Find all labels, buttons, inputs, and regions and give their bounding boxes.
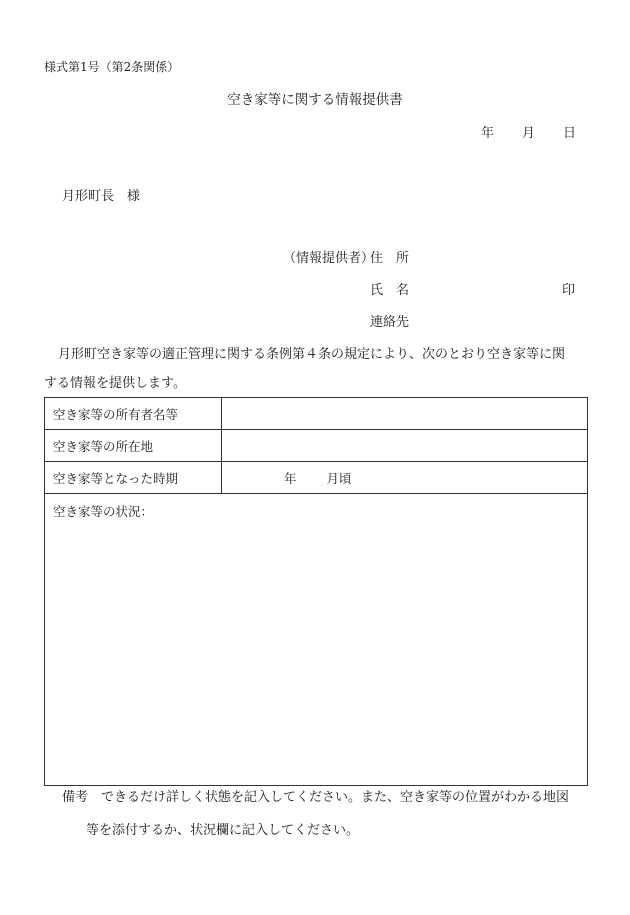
- provider-contact-label: 連絡先: [370, 315, 410, 330]
- owner-label: 空き家等の所有者名等: [45, 398, 222, 430]
- notes-line-2: 等を添付するか、状況欄に記入してください。: [86, 823, 360, 838]
- document-title: 空き家等に関する情報提供書: [227, 92, 403, 108]
- notes-label: 備考: [62, 790, 89, 805]
- table-row: [45, 494, 588, 786]
- intro-line-2: する情報を提供します。: [44, 376, 186, 391]
- notes-line-1: できるだけ詳しく状態を記入してください。また、空き家等の位置がわかる地図: [101, 790, 570, 805]
- intro-paragraph: [44, 340, 592, 398]
- period-label: 空き家等となった時期: [45, 462, 222, 494]
- location-field[interactable]: [222, 430, 588, 462]
- addressee: 月形町長 様: [62, 189, 141, 204]
- form-number: 様式第1号（第2条関係）: [44, 60, 180, 74]
- table-row: [45, 398, 588, 430]
- info-table: [44, 397, 588, 786]
- period-field[interactable]: [222, 462, 588, 494]
- provider-name-label: 氏 名: [370, 283, 410, 298]
- table-row: [45, 430, 588, 462]
- date-year-label: 年: [481, 126, 495, 141]
- provider-address-label: 住 所: [370, 251, 410, 266]
- period-month-label: 月頃: [326, 470, 352, 486]
- table-row: [45, 462, 588, 494]
- status-field[interactable]: [45, 494, 588, 786]
- date-month-label: 月: [522, 126, 536, 141]
- owner-field[interactable]: [222, 398, 588, 430]
- period-year-label: 年: [284, 470, 297, 486]
- provider-label: （情報提供者）: [283, 251, 375, 266]
- date-day-label: 日: [563, 126, 577, 141]
- location-label: 空き家等の所在地: [45, 430, 222, 462]
- status-label: 空き家等の状況：: [53, 504, 154, 519]
- intro-line-1: 月形町空き家等の適正管理に関する条例第４条の規定により、次のとおり空き家等に関: [58, 347, 566, 362]
- seal-mark: 印: [562, 283, 576, 298]
